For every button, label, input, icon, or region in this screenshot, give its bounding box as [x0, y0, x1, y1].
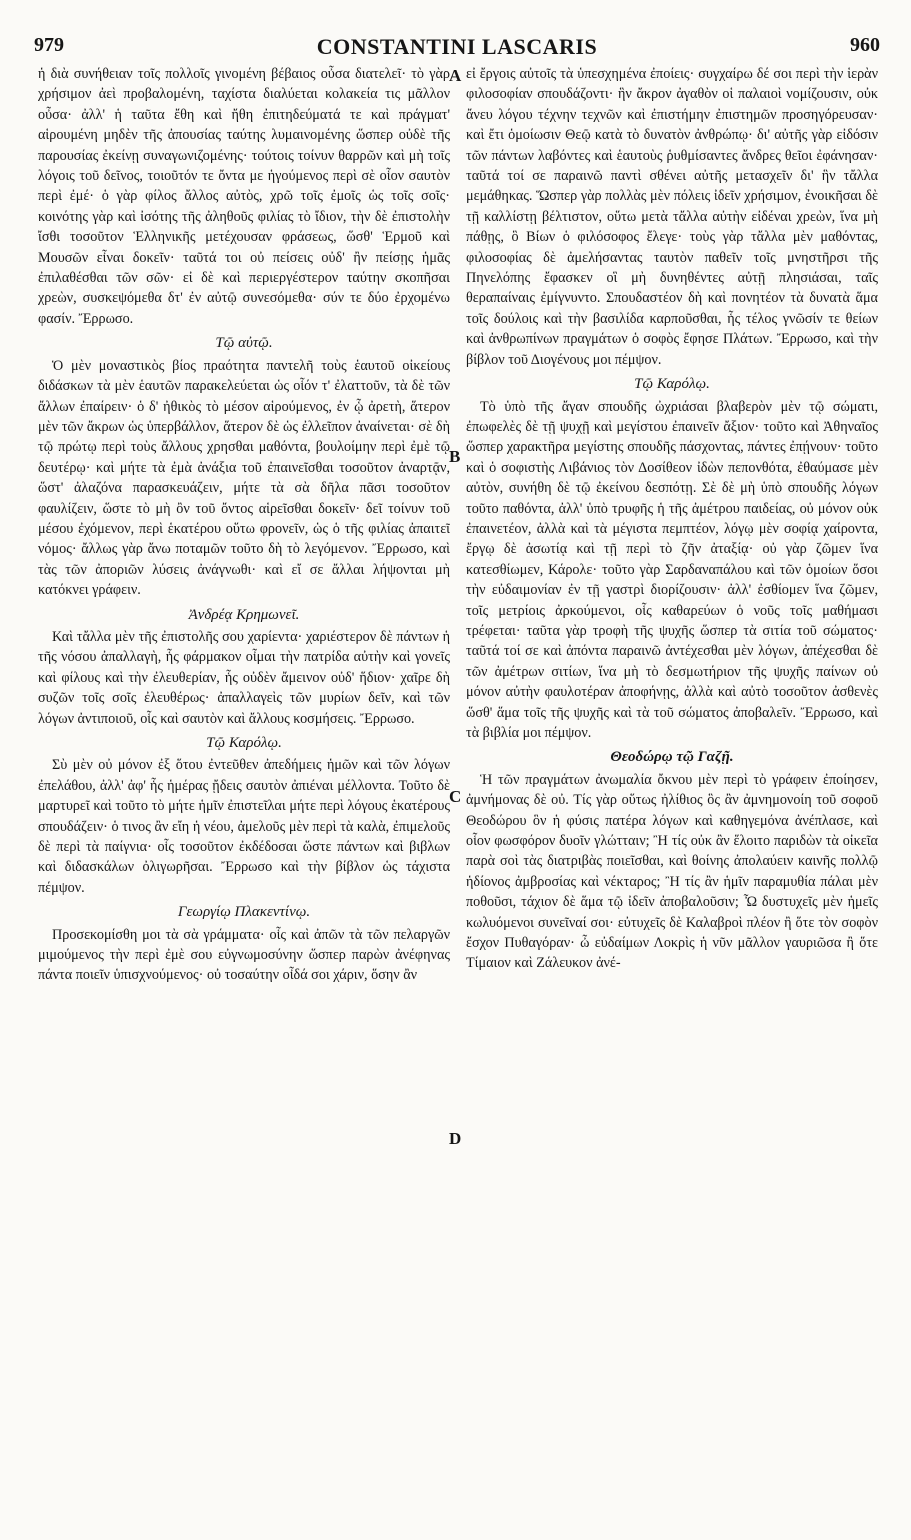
page-number-left: 979 [34, 34, 64, 56]
letter-text: Σὺ μὲν οὐ μόνον ἐξ ὅτου ἐντεῦθεν ἀπεδήμεις ἡμῶν καὶ τῶν λόγων ἐπελάθου, ἀλλ' ἀφ' ἧς ἡμέρας ᾔδεις σαυτὸν ἀπιέναι μέλλοντα. Τοῦτο δὲ μαρτυρεῖ καὶ τοῦτο τὸ μήτε ἡμῖν ἐπιστεῖλαι μήτε περὶ λόγους ἑκατέρους σπουδάζειν· ὁ τινος ἂν εἴη ἡ νέου, ἀμελοῦς μὲν περὶ τὰ καλὰ, ἐπιμελοῦς δὲ περὶ τὰ παίγνια· οἷς τοσοῦτον ἐκδέδοσαι ὥστε πάντων καὶ βιβλων καὶ διδασκάλων ὀλιγωρῆσαι. Ἔρρωσο καὶ τὴν βίβλον ὡς τάχιστα πέμψον. [38, 757, 450, 896]
letter-text: Ἡ τῶν πραγμάτων ἀνωμαλία ὄκνου μὲν περὶ τὸ γράφειν ἐποίησεν, ἀμνήμονας δὲ οὐ. Τίς γὰρ οὕτως ἠλίθιος ὃς ἂν ἀμνημονοίη τοῦ σοφοῦ Θεοδώρου ὃν ἡ φύσις πατέρα λόγων καὶ καθηγεμόνα ἀνέπλασε, καὶ οἷον φωσφόρον δυοῖν γλώτταιν; Ἢ τίς οὐκ ἂν ἕλοιτο παριδὼν τὰ οἰκεῖα παρὰ σοὶ τὰς διατριβὰς ποιεῖσθαι, καὶ θοίνης ἀπολαύειν καινῆς πολλῷ ἡδίονος ἀμβροσίας καὶ νέκταρος; Ἢ τίς ἂν ἡμῖν παραμυθία πάλαι μὲν ποθοῦσι, τάχιον δὲ ἅμα τῷ ἰδεῖν ἀποβαλοῦσιν; Ὦ δυστυχεῖς μὲν ἡμεῖς κωλυόμενοι συνεῖναί σοι· εὐτυχεῖς δὲ Καλαβροὶ πλέον ἢ ὅτε τὸν σοφὸν ἔσχον Πυθαγόραν· ὦ εὐδαίμων Λοκρὶς ἡ νῦν μᾶλλον γαυριῶσα ἢ ὅτε Τίμαιον καὶ Ζάλευκον ἀνέ- [466, 771, 878, 972]
letter-heading: Γεωργίῳ Πλακεντίνῳ. [177, 904, 311, 921]
margin-marker-b: B [449, 447, 461, 466]
letter-text: ἡ διὰ συνήθειαν τοῖς πολλοῖς γινομένη βέβαιος οὖσα διατελεῖ· τὸ γὰρ χρήσιμον ἀεὶ προβαλομένη, ταχίστα διαλύεται κολακεία τις μᾶλλον οὖσα· ἀλλ' ἡ ταῦτα ἔθη καὶ ἤθη ἐπιτηδεύματά τε καὶ πράγματ' αἱρουμένη μηδὲν τῆς ἀπουσίας ταύτης λυμαινομένης ὥσπερ οὐδὲ τῆς παρουσίας ἐκείνῃ συναγωνιζομένης· τούτοις τοίνυν θαρρῶν καὶ μὴ τοῖς λόγοις τοῦ δεῖνος, τοιοῦτόν τε ὄντα με ἡγούμενος περὶ σὲ οἷον σαυτὸν περὶ ἐμέ· ὁ γὰρ φίλος ἄλλος αὐτὸς, χρῶ τοῖς ἐμοῖς ὡς τοῖς σοῖς· κοινότης γὰρ καὶ ἰσότης τῆς ἀληθοῦς φιλίας τὸ ἴδιον, τὴν δὲ ἐπιστολὴν ἴσθι τοσοῦτον Ἑλληνικῆς μετέχουσαν φράσεως, ὥσθ' Ἑρμοῦ καὶ Μουσῶν εἶναι δοκεῖν· ταῦτά τοι οὐ πείσεις οὐδ' ἢν πείσῃς ἡμᾶς ἐπιλαθέσθαι τῶν σῶν· εἰ δὲ καὶ περιεργέστερον ταύτην σκοπῆσαι χρεὼν, συσκεψόμεθα δτ' ἐν αὐτῷ συνεσόμεθα· σύν τε δύο ἐρχομένω φασίν. Ἔρρωσο. [38, 66, 450, 327]
letter-text: Τὸ ὑπὸ τῆς ἄγαν σπουδῆς ὠχριάσαι βλαβερὸν μὲν τῷ σώματι, ἐπωφελὲς δὲ τῇ ψυχῇ καὶ μεγίστου ἐπαινεῖν ἄξιον· τοῦτο καὶ Ἀθηναῖος ὥσπερ χαρακτῆρα μεγίστης σπουδῆς πάσχοντας, πάντες ἐπῄνουν· τοῦτο καὶ ὁ σοφιστὴς Λιβάνιος τὸν Δοσίθεον ἰδὼν πεπονθότα, ἐθαύμασε μὲν αὐτὸν, συνήθη δὲ τῷ ἐκείνου δεσπότῃ. Σὲ δὲ μὴ ὑπὸ σπουδῆς λόγων τοῦτο παθόντα, ἀλλ' ὑπὸ τρυφῆς ἡ τῆς ἀμέτρου παιδείας, οὐ μόνον οὐκ ἐπαινετέον, ἀλλὰ καὶ τὰ μέγιστα πεμπτέον, λόγῳ μὲν σοφίᾳ χαίροντα, ἔργῳ δὲ ἀσωτίᾳ καὶ τῇ περὶ τὸ ζῆν ἀταξίᾳ· οὐ γὰρ ζῶμεν ἵνα κατεσθίωμεν, Κάρολε· τοῦτο γὰρ Σαρδαναπάλου καὶ τῶν ὁμοίων ὅσοι τὴν εὐδαιμονίαν ἐν τῇ γαστρὶ διορίζουσιν· ἀλλ' ἐσθίομεν ἵνα ζῶμεν, τοῖς μετρίοις ἀρκούμενοι, οἷς καθαρεύων ὁ νοῦς τοῖς μαθήμασι τρέφεται· ταῦτα γὰρ τροφὴ τῆς ψυχῆς ὥσπερ τὰ σιτία τοῦ σώματος· ταῦτά τοί σε καὶ ἀπόντα παραινῶ ἀντέχεσθαι μὲν λόγων, ἀπέχεσθαι δὲ τῶν ἀμέτρων σιτίων, ἵνα μὴ τὸ δεσμωτήριον τῆς ψυχῆς παίνων οὐ μόνον αὐτὴν φαυλοτέραν ἀποφήνῃς, ἀλλὰ καὶ αὐτὸ τοσοῦτον ἀσθενὲς ὥσθ' ἅμα τοῖς τῆς ψυχῆς καὶ τὰ τοῦ σώματος ἀποβαλεῖν. Ἔρρωσο, καὶ τὰ βιβλία μοι πέμψον. [466, 398, 878, 741]
running-title: CONSTANTINI LASCARIS [316, 34, 598, 59]
letter-heading: Τῷ Καρόλῳ. [206, 735, 282, 751]
letter-text: Καὶ τἄλλα μὲν τῆς ἐπιστολῆς σου χαρίεντα· χαριέστερον δὲ πάντων ἡ τῆς νόσου ἀπαλλαγὴ, ἧς φάρμακον οἶμαι τὴν πατρίδα αὐτὴν καὶ γονεῖς καὶ φίλους καὶ τὴν ἐλευθερίαν, ἧς οὐδὲν ἄμεινον οὐδ' ἥδιον· χαῖρε δὴ συζῶν τοῖς σοῖς ἐλευθέρως· ἀπαλλαγεὶς τῶν μυρίων δεῖν, καὶ τῶν λόγων ἀντιποιοῦ, οἷς καὶ σαυτὸν καὶ ἄλλους κοσμήσεις. Ἔρρωσο. [38, 628, 450, 727]
margin-marker-a: A [449, 66, 462, 85]
right-column [466, 64, 878, 1484]
letter-text: Προσεκομίσθη μοι τὰ σὰ γράμματα· οἷς καὶ ἀπῶν τὰ τῶν πελαργῶν μιμούμενος τὴν περὶ ἐμὲ σου εὐγνωμοσύνην ὥσπερ παρὼν ἀνέφηνας πάντα ποιεῖν ὑπισχνούμενος· οὐ τοσαύτην οἶδά σοι χάριν, ὅσην ἂν [38, 926, 450, 984]
letter-heading: Τῷ Καρόλῳ. [634, 376, 710, 393]
margin-marker-c: C [449, 787, 462, 806]
letter-heading: Θεοδώρῳ τῷ Γαζῇ. [610, 749, 734, 766]
letter-text: Ὁ μὲν μοναστικὸς βίος πραότητα παντελῆ τοὺς ἑαυτοῦ οἰκείους διδάσκων τὰ μὲν ἑαυτῶν παρακελεύεται ὡς οἷόν τ' ἐλαττοῦν, τὰ δὲ τῶν ἄλλων ἐπαίρειν· ὁ δ' ἠθικὸς τὸ μέσον αἱρούμενος, ἐν ᾧ ἀρετὴ, ἅτερον μὲν τῶν ἄκρων ὡς ὑπερβάλλον, ἅτερον δὲ ὡς ἐλλεῖπον ἀναίνεται· σὲ δὴ τῷ πρώτῳ περὶ τοὺς ἄλλους χρησθαι μαθόντα, βουλοίμην περὶ ἐμὲ τῷ δευτέρῳ· καὶ μήτε τὰ ἐμὰ ἀνάξια τοῦ ἐπαινεῖσθαι τοσοῦτον ἀναρτᾷν, ὥστ' ἀλαζόνα παρασκευάζειν, μήτε τὰ σὰ δῆλα πᾶσι τοσοῦτον φαυλίζειν, ὥστε τὸ μὴ ὂν τοῦ ὄντος αἱρεῖσθαι δοκεῖν· δεῖ τοίνυν τοῦ μέσου ἐχόμενον, περὶ ἑκατέρου οὕτω φρονεῖν, ὡς ὁ τῆς φιλίας ἀπαιτεῖ νόμος· ἄλλως γὰρ ἄνω ποταμῶν τοῦτο δὴ τὸ λεγόμενον. Ἔρρωσο, καὶ τὰς τῶν ἀποριῶν λύσεις ἀνάγνωθι· καὶ εἴ σε ἄλλαι λήψονται μὴ κατόκνει γράφειν. [38, 357, 450, 599]
letter-heading: Ἀνδρέᾳ Κρημωνεῖ. [188, 606, 300, 623]
margin-marker-d: D [449, 1129, 462, 1148]
letter-heading: Τῷ αὐτῷ. [215, 335, 273, 352]
running-header [34, 34, 880, 62]
letter-text: εἰ ἔργοις αὐτοῖς τὰ ὑπεσχημένα ἐποίεις· συγχαίρω δέ σοι περὶ τὴν ἱερὰν φιλοσοφίαν σπουδάζοντι· ἣν ἄκρον ἀγαθὸν οἱ παλαιοὶ νομίζουσιν, οὐκ ἄνευ λόγου τέχνην τεχνῶν καὶ ἐπιστήμην ἐπιστημῶν προσηγόρευσαν· καὶ ἔτι ὁμοίωσιν Θεῷ κατὰ τὸ δυνατὸν ἀνθρώπῳ· δι' αὐτῆς γὰρ εἰδόσιν τῶν πάντων λαβόντες καὶ ἑαυτοὺς ῥυθμίσαντες ἄνδρες θεῖοι ἐφάνησαν· ταῦτά τοί σε παραινῶ παντὶ σθένει αὐτῆς μετασχεῖν δι' ἣν τἄλλα μεμάθηκας. Ὥσπερ γὰρ πολλὰς μὲν πόλεις ἰδεῖν χρήσιμον, ἐνοικῆσαι δὲ τῇ καλλίστῃ βέλτιστον, οὕτω μετὰ τἄλλα αὐτὴν εἰδέναι χρεὼν, ἵνα μὴ πάθῃς, ὃ Βίων ὁ φιλόσοφος ἔλεγε· τοὺς γὰρ τἄλλα μὲν μαθόντας, φιλοσοφίας δὲ ἀμελήσαντας ταυτὸν παθεῖν τοῖς μνηστῆρσι τῆς Πηνελόπης ἔφασκεν οἳ μὴ δυνηθέντες αὐτῇ πλησιάσαι, ταῖς θεραπαίναις ἐμίγνυντο. Σπουδαστέον δὴ καὶ πονητέον τὰ δυνατὰ ἅμα τοῖς δούλοις καὶ τὴν βασιλίδα καρποῦσθαι, ἧς τέλος γνῶσίν τε θείων καὶ ἀνθρωπίνων πραγμάτων ὁ σοφὸς ἔφησε Πλάτων. Ἔρρωσο, καὶ τὴν βίβλον τοῦ Διογένους μοι πέμψον. [466, 66, 878, 368]
left-column [38, 64, 450, 1484]
page-number-right: 960 [850, 34, 880, 56]
